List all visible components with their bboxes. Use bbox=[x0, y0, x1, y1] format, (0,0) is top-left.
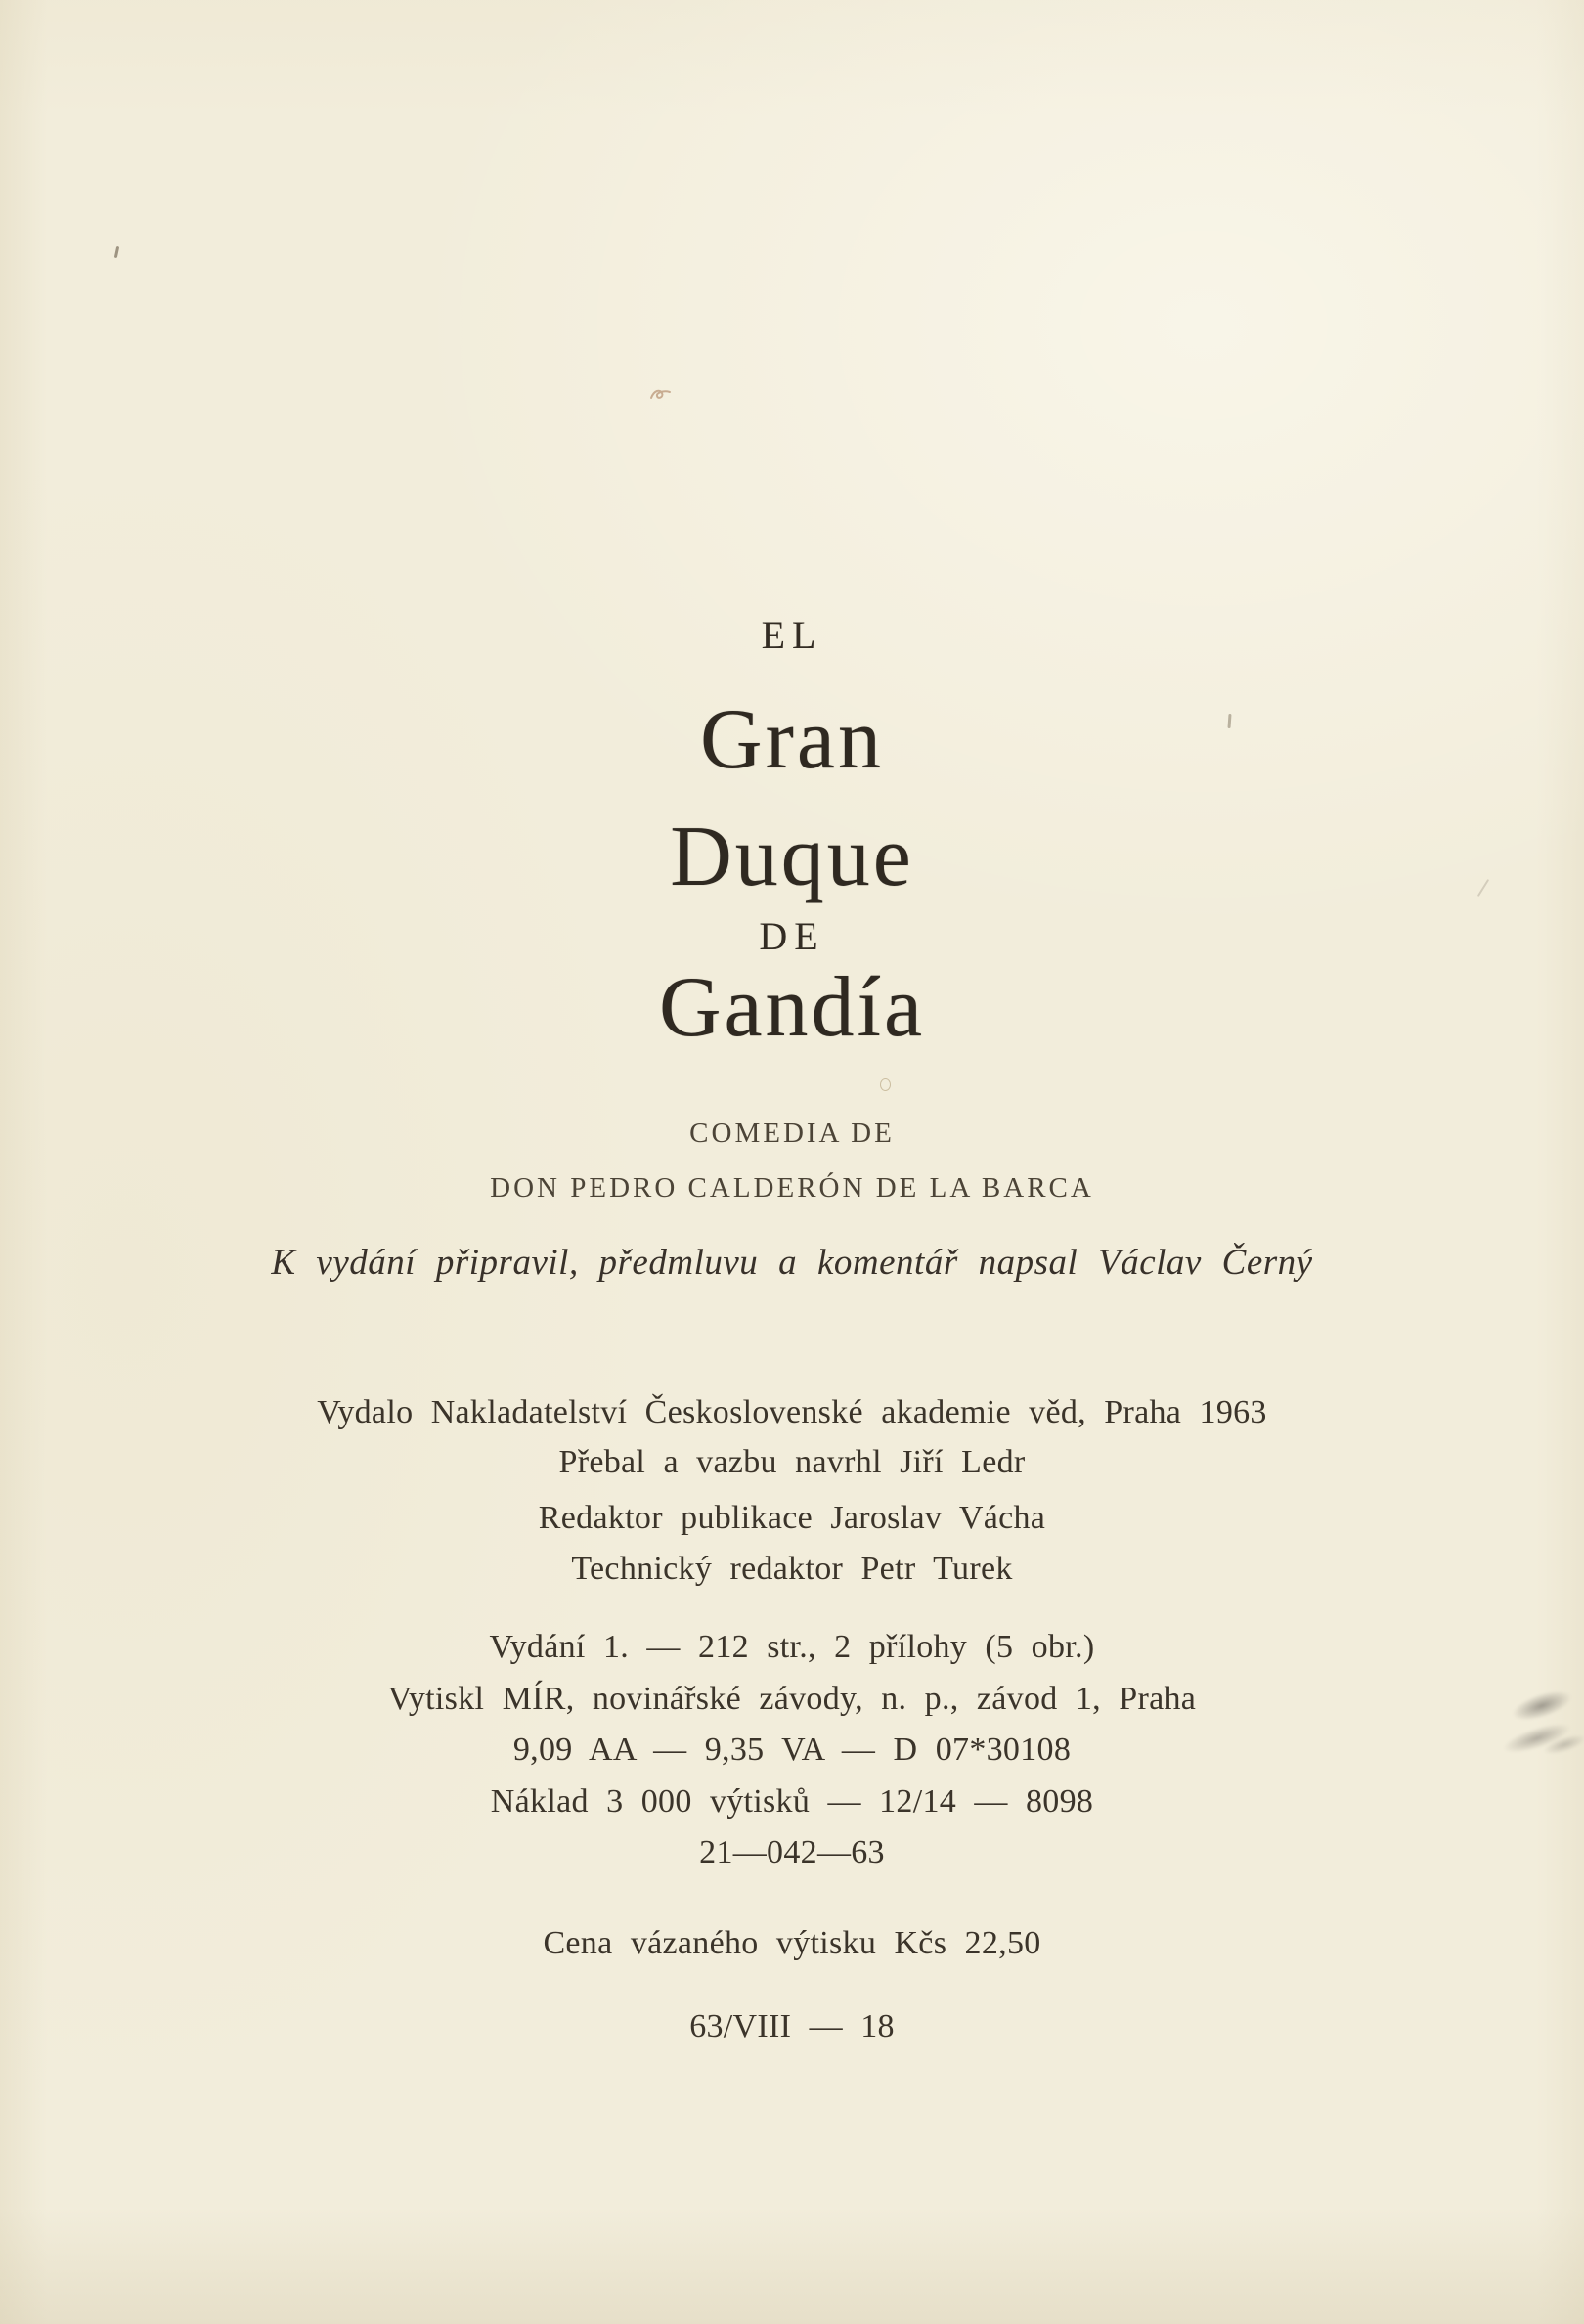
price-line: Cena vázaného výtisku Kčs 22,50 bbox=[543, 1925, 1041, 1961]
print-run-line: Náklad 3 000 výtisků — 12/14 — 8098 bbox=[490, 1783, 1094, 1820]
printer-line: Vytiskl MÍR, novinářské závody, n. p., závod 1, Praha bbox=[387, 1681, 1197, 1717]
technical-editor-line: Technický redaktor Petr Turek bbox=[571, 1551, 1013, 1587]
title-line-gran: Gran bbox=[700, 692, 884, 787]
scan-speck bbox=[114, 246, 119, 258]
author-line: DON PEDRO CALDERÓN DE LA BARCA bbox=[490, 1172, 1094, 1204]
publisher-line: Vydalo Nakladatelství Československé akademie věd, Praha 1963 bbox=[317, 1394, 1267, 1430]
title-article: EL bbox=[761, 613, 823, 657]
edition-line: Vydání 1. — 212 str., 2 přílohy (5 obr.) bbox=[489, 1629, 1095, 1665]
sheets-line: 9,09 AA — 9,35 VA — D 07*30108 bbox=[512, 1732, 1072, 1768]
title-line-duque: Duque bbox=[670, 810, 914, 904]
title-line-gandia: Gandía bbox=[658, 960, 926, 1055]
catalog-number-line: 21—042—63 bbox=[699, 1834, 885, 1870]
scan-speck-ring bbox=[880, 1078, 891, 1091]
cover-designer-line: Přebal a vazbu navrhl Jiří Ledr bbox=[558, 1444, 1026, 1480]
title-line-de: DE bbox=[759, 914, 825, 958]
publication-editor-line: Redaktor publikace Jaroslav Vácha bbox=[538, 1500, 1046, 1536]
comedia-de-line: COMEDIA DE bbox=[689, 1118, 895, 1149]
ink-squiggle-artifact bbox=[649, 387, 673, 402]
series-code-line: 63/VIII — 18 bbox=[689, 2008, 895, 2044]
editor-note-line: K vydání připravil, předmluvu a komentář napsal Václav Černý bbox=[271, 1243, 1313, 1283]
